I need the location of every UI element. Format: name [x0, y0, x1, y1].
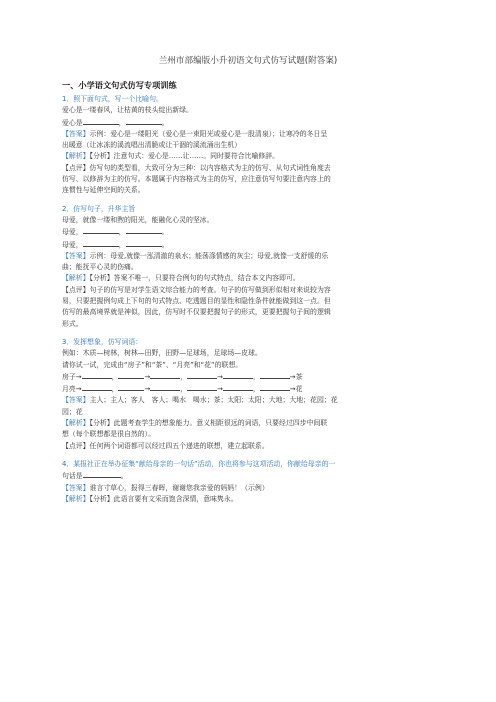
question-2-comment-cont: 易，只要把握例句成上下句的句式特点、吃透题目的显性和隐性条件就能做到这一点。但 [62, 297, 331, 306]
question-1-answer [62, 129, 434, 140]
question-2-prompt [62, 239, 434, 251]
row-end-word: 茶 [295, 372, 303, 381]
comma: ， [252, 372, 260, 381]
answer-blank [260, 383, 290, 391]
answer-blank [187, 383, 217, 391]
question-4 [62, 459, 434, 505]
question-3-example: 例如：木质—树林，树林—田野，田野—足球场，足球场—皮球。 [62, 349, 262, 358]
arrow-icon: → [289, 372, 296, 381]
answer-blank [126, 226, 162, 234]
section-title: 一、小学语文句式仿写专项训练 [62, 80, 177, 90]
prompt-text: 母爱， [62, 228, 83, 237]
question-1-comment-cont: 连惯性与延伸空间的关系。 [62, 186, 145, 195]
comma: ， [118, 228, 126, 237]
question-3-answer-cont: 园；花 [62, 407, 83, 416]
answer-blank [83, 470, 121, 478]
answer-label: 【答案】 [62, 483, 90, 492]
answer-blank [150, 383, 180, 391]
question-3-analysis-cont: 想（每个联想都是很自然的）。 [62, 430, 156, 439]
question-1-prompt [62, 117, 434, 129]
comma: ， [180, 385, 188, 394]
answer-blank [83, 117, 119, 125]
prompt-text: 爱心是 [62, 118, 83, 127]
arrow-icon: → [217, 372, 223, 381]
comma: ， [118, 240, 126, 249]
question-1-answer-cont: 出暖意（让冰冻的溪流唱出清脆或让干涸的溪流涌出生机） [62, 141, 242, 150]
answer-text: 主人；主人；客人 客人；喝水 喝水；茶；太阳；太阳；大地；大地；花园；花 [89, 396, 338, 405]
question-2 [62, 204, 434, 330]
question-3-analysis [62, 418, 434, 429]
question-2-heading: 2．仿写句子，升华主旨 [62, 204, 136, 213]
answer-text: 谁言寸草心，报得三春晖，谢谢您我亲爱的妈妈！（示例） [89, 483, 269, 492]
question-1-analysis [62, 151, 434, 162]
answer-blank [223, 371, 253, 379]
question-3-comment: 【点评】任何两个词语都可以经过四五个递进的联想，建立起联系。 [62, 441, 269, 450]
period: 。 [161, 118, 169, 127]
question-3-instruction: 请你试一试，完成由“房子”和“茶”、“月亮”和“花”的联想。 [62, 360, 243, 369]
comma: ， [180, 372, 188, 381]
question-4-analysis [62, 494, 434, 505]
question-1-heading: 1．照下面句式，写一个比喻句。 [62, 95, 163, 103]
comma: ， [252, 385, 260, 394]
question-2-answer [62, 251, 434, 262]
analysis-text: 【分析】答案不唯一，只要符合例句的句式特点，结合本文内容即可。 [89, 274, 300, 283]
question-1-example: 爱心是一缕春风，让枯黄的枝头绽出新绿。 [62, 106, 193, 115]
question-2-comment-cont: 仿写的最高境界就是神似，因此，仿写时不仅要把握句子的形式，更要把握句子间的逻辑 [62, 308, 331, 317]
question-2-comment-cont: 形式。 [62, 319, 83, 328]
row-start-word: 房子 [62, 372, 76, 381]
answer-blank [118, 371, 144, 379]
arrow-icon: → [289, 385, 296, 394]
question-3 [62, 337, 434, 452]
prompt-text: 母爱， [62, 240, 83, 249]
arrow-icon: → [144, 385, 151, 394]
question-2-answer-cont: 曲；能抚平心灵的伤痛。 [62, 263, 138, 272]
question-4-answer [62, 483, 434, 494]
period: 。 [161, 240, 169, 249]
answer-blank [126, 239, 162, 247]
arrow-icon: → [144, 372, 151, 381]
analysis-label: 【解析】 [62, 152, 90, 161]
analysis-text: 【分析】注意句式：爱心是……让……。同时要符合比喻修辞。 [89, 152, 280, 161]
question-1-comment-cont: 仿写、以修辞为主的仿写。本题属于内容格式为主的仿写，应注意仿写句要注意内容上的 [62, 175, 331, 184]
answer-label: 【答案】 [62, 251, 90, 260]
analysis-text: 【分析】此语言要有文采而饱含深情，意味隽永。 [89, 494, 238, 503]
row-start-word: 月亮 [62, 385, 76, 394]
answer-blank [118, 383, 144, 391]
analysis-text: 【分析】此题考查学生的想象能力。意义相距很远的词语，只要经过四步中间联 [89, 419, 328, 428]
answer-blank [83, 239, 119, 247]
comma: ， [118, 118, 126, 127]
document-title: 兰州市部编版小升初语文句式仿写试题(附答案) [158, 56, 338, 66]
analysis-label: 【解析】 [62, 274, 90, 283]
question-3-heading: 3．发挥想象，仿写词语： [62, 337, 143, 346]
question-1-comment: 【点评】仿写句的类型看，大致可分为三种：以内容格式为主的仿写、从句式词性角度去 [62, 163, 331, 172]
answer-text: 示例：母爱,就像一泓清澈的泉水；能荡涤情感的灰尘；母爱,就像一支舒缓的乐 [89, 251, 329, 260]
question-2-prompt [62, 226, 434, 238]
prompt-text: 句话是 [62, 472, 83, 481]
period: 。 [120, 472, 128, 481]
question-1 [62, 94, 434, 197]
answer-blank [223, 383, 253, 391]
period: 。 [161, 228, 169, 237]
answer-blank [187, 371, 217, 379]
answer-label: 【答案】 [62, 396, 90, 405]
answer-blank [83, 226, 119, 234]
arrow-icon: → [217, 385, 223, 394]
answer-text: 示例：爱心是一缕阳光（爱心是一束阳光或爱心是一股清泉）；让寒冷的冬日呈 [89, 129, 328, 138]
answer-blank [150, 371, 180, 379]
question-3-row-house [62, 371, 434, 383]
question-2-example: 母爱，就像一缕和煦的阳光，能融化心灵的坚冰。 [62, 215, 214, 224]
arrow-icon: → [75, 372, 82, 381]
answer-blank [260, 371, 290, 379]
row-end-word: 花 [295, 385, 303, 394]
analysis-label: 【解析】 [62, 494, 90, 503]
question-3-row-moon [62, 383, 434, 395]
analysis-label: 【解析】 [62, 419, 90, 428]
arrow-icon: → [75, 385, 82, 394]
answer-blank [82, 383, 112, 391]
answer-blank [126, 117, 162, 125]
question-2-analysis [62, 273, 434, 284]
question-4-prompt [62, 470, 434, 482]
question-4-heading: 4．某报社正在举办征集“献给母亲的一句话”活动，你也将参与这项活动，你献给母亲的一 [62, 459, 336, 468]
comma: ， [111, 372, 119, 381]
answer-label: 【答案】 [62, 129, 90, 138]
comma: ， [111, 385, 119, 394]
answer-blank [82, 371, 112, 379]
question-2-comment: 【点评】句子的仿写是对学生语文综合能力的考查。句子的仿写做到形似相对来说较为容 [62, 285, 331, 294]
question-3-answer [62, 395, 434, 406]
